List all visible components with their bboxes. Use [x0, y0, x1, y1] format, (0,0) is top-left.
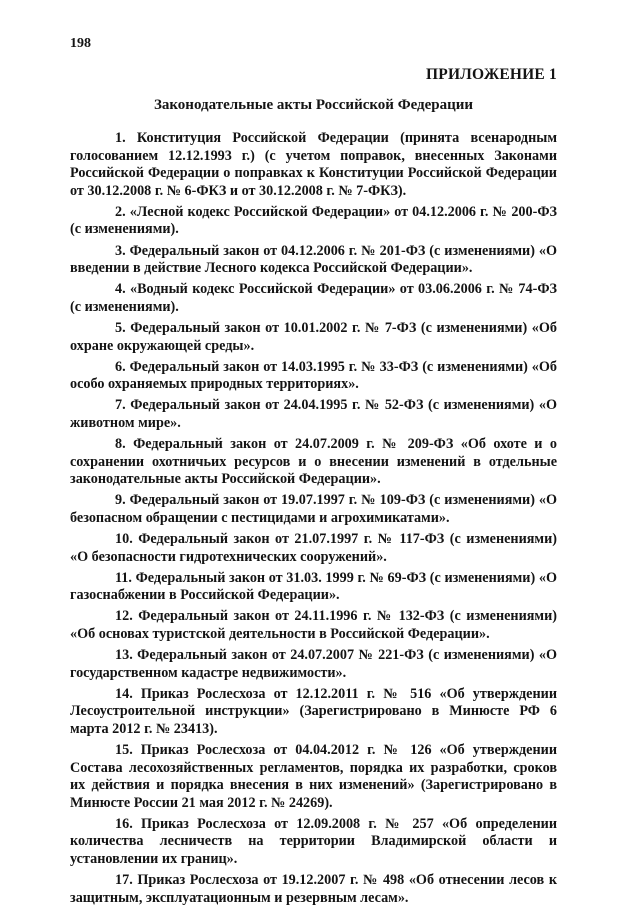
list-item: 7. Федеральный закон от 24.04.1995 г. № 52-ФЗ (с изменениями) «О животном мире».	[70, 397, 557, 431]
list-item: 10. Федеральный закон от 21.07.1997 г. № 117-ФЗ (с изменениями) «О безопасности гидротехнических сооружений».	[70, 530, 557, 565]
list-item: 13. Федеральный закон от 24.07.2007 № 221-ФЗ (с изменениями) «О государственном кадастре недвижимости».	[70, 647, 557, 681]
list-item: 17. Приказ Рослесхоза от 19.12.2007 г. № 498 «Об отнесении лесов к защитным, эксплуатационным и резервным лесам».	[70, 872, 557, 906]
page-title: Законодательные акты Российской Федерации	[153, 97, 474, 113]
list-item: 12. Федеральный закон от 24.11.1996 г. № 132-ФЗ (с изменениями) «Об основах туристской деятельности в Российской Федерации».	[70, 608, 557, 642]
list-item: 2. «Лесной кодекс Российской Федерации» от 04.12.2006 г. № 200-ФЗ (с изменениями).	[70, 203, 557, 238]
page-number: 198	[70, 36, 91, 51]
list-item: 1. Конституция Российской Федерации (принята всенародным голосованием 12.12.1993 г.) (с учетом поправок, внесенных Законами Российской Федерации о поправках к Конституции Российской Федерации от 30.12.2008 г. № 6-ФКЗ и от 30.12.2008 г. № 7-ФКЗ).	[70, 130, 557, 199]
list-item: 9. Федеральный закон от 19.07.1997 г. № 109-ФЗ (с изменениями) «О безопасном обращении с пестицидами и агрохимикатами».	[70, 492, 557, 526]
list-item: 15. Приказ Рослесхоза от 04.04.2012 г. № 126 «Об утверждении Состава лесохозяйственных регламентов, порядка их разработки, сроков их действия и порядка внесения в них изменений» (Зарегистрировано в Минюсте России 21 мая 2012 г. № 24269).	[70, 742, 557, 811]
list-item: 5. Федеральный закон от 10.01.2002 г. № 7-ФЗ (с изменениями) «Об охране окружающей среды».	[70, 319, 557, 354]
list-item: 8. Федеральный закон от 24.07.2009 г. № 209-ФЗ «Об охоте и о сохранении охотничьих ресурсов и о внесении изменений в отдельные законодательные акты Российской Федерации».	[70, 436, 557, 488]
list-item: 6. Федеральный закон от 14.03.1995 г. № 33-ФЗ (с изменениями) «Об особо охраняемых природных территориях».	[70, 358, 557, 393]
legislation-list	[70, 130, 557, 911]
appendix-heading: ПРИЛОЖЕНИЕ 1	[426, 66, 557, 83]
list-item: 14. Приказ Рослесхоза от 12.12.2011 г. № 516 «Об утверждении Лесоустроительной инструкции» (Зарегистрировано в Минюсте РФ 6 марта 2012 г. № 23413).	[70, 685, 557, 737]
list-item: 16. Приказ Рослесхоза от 12.09.2008 г. № 257 «Об определении количества лесничеств на территории Владимирской области и установлении их границ».	[70, 815, 557, 868]
list-item: 3. Федеральный закон от 04.12.2006 г. № 201-ФЗ (с изменениями) «О введении в действие Лесного кодекса Российской Федерации».	[70, 242, 557, 277]
list-item: 4. «Водный кодекс Российской Федерации» от 03.06.2006 г. № 74-ФЗ (с изменениями).	[70, 281, 557, 315]
list-item: 11. Федеральный закон от 31.03. 1999 г. № 69-ФЗ (с изменениями) «О газоснабжении в Российской Федерации».	[70, 569, 557, 604]
